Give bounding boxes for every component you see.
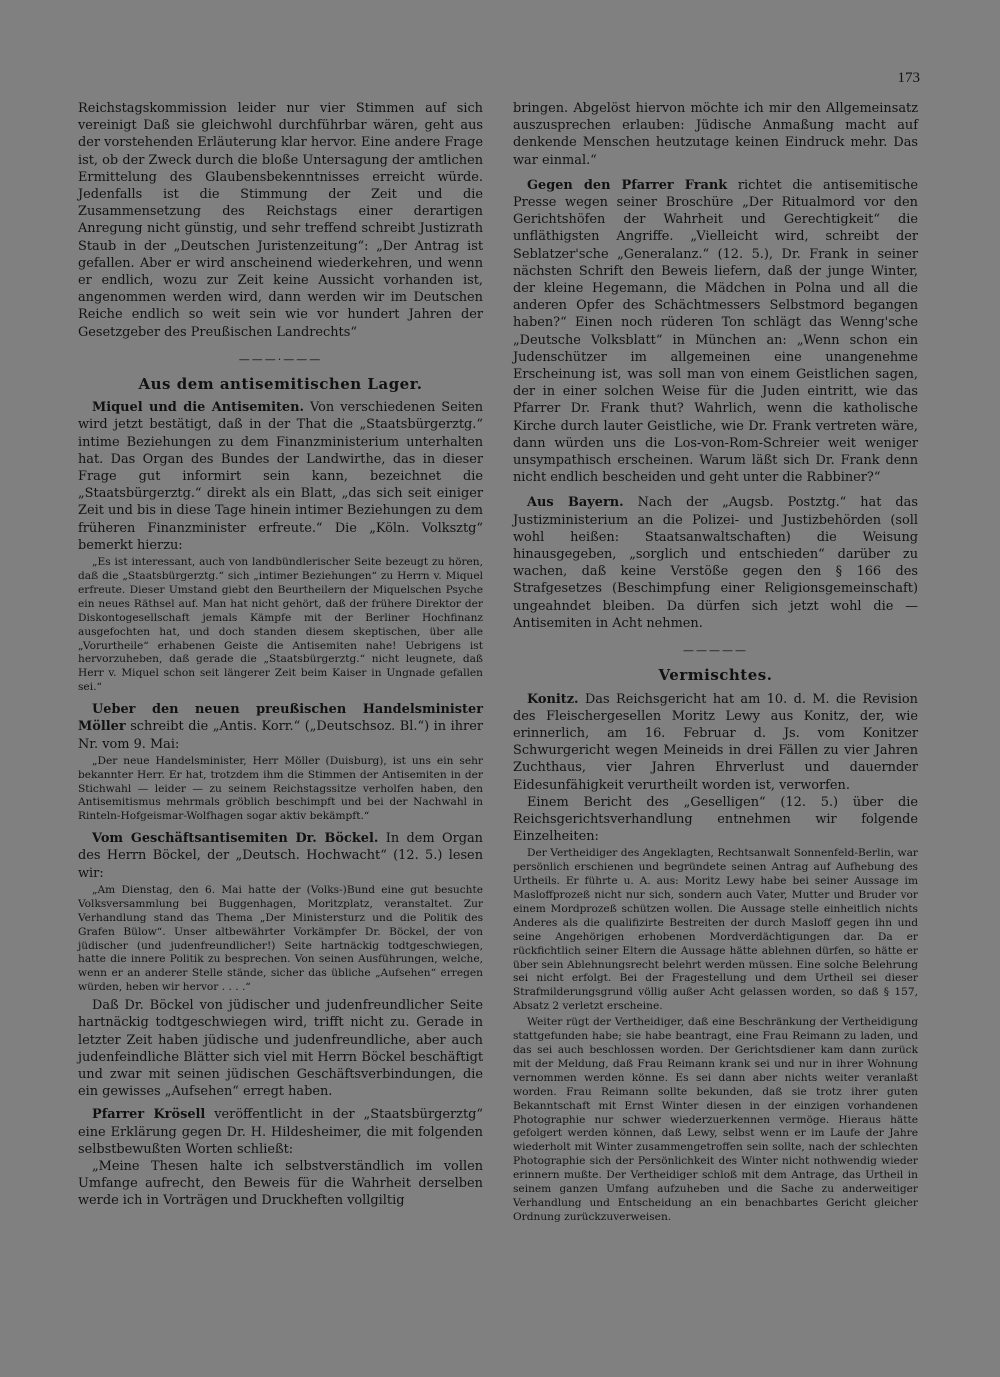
moeller-text: schreibt die „Antis. Korr.“ („Deutschsoz. Bl.“) in ihrer Nr. vom 9. Mai: [78,719,483,752]
miquel-heading: Miquel und die Antisemiten. [92,400,304,416]
konitz-text: Das Reichsgericht hat am 10. d. M. die Revision des Fleischergesellen Moritz Lewy aus Konitz, der, wie erinnerlich, am 16. Februar d. Js. vom Konitzer Schwurgericht wegen Meineids in drei Fällen zu vier Jahren Zuchthaus, vier Jahren Ehrverlust und dauernder Eidesunfähigkeit verurtheilt worden ist, verworfen. [513,691,918,793]
continuation-paragraph: bringen. Abgelöst hiervon möchte ich mir den Allgemeinsatz auszusprechen erlauben: Jüdische Anmaßung macht auf denkende Menschen heutzutage keinen Eindruck mehr. Das war einmal.“ [513,101,918,168]
intro-paragraph: Reichstagskommission leider nur vier Stimmen auf sich vereinigt Daß sie gleichwohl durchführbar wären, geht aus der vorstehenden Erläuterung klar hervor. Eine andere Frage ist, ob der Zweck durch die bloße Untersagung der amtlichen Ermittelung des Glaubensbekenntnisses erreicht würde. Jedenfalls ist die Stimmung der Zeit und die Zusammensetzung des Reichstags einer derartigen Anregung nicht günstig, und sehr treffend schreibt Justizrath Staub in der „Deutschen Juristenzeitung“: „Der Antrag ist gefallen. Aber er wird anscheinend wiederkehren, und wenn er endlich, wozu zur Zeit keine Aussicht vorhanden ist, angenommen werden wird, dann werden wir im Deutschen Reiche endlich so weit sein wie vor hundert Jahren der Gesetzgeber des Preußischen Landrechts“ [78,101,483,340]
konitz-quote-2: Weiter rügt der Vertheidiger, daß eine Beschränkung der Vertheidigung stattgefunden habe; sie habe beantragt, eine Frau Reimann zu laden, und das sei auch beschlossen worden. Der Gerichtsdiener kam dann zurück mit der Meldung, daß Frau Reimann krank sei und nur in ihrer Wohnung vernommen werden könne. Es sei dann aber nichts weiter veranlaßt worden. Frau Reimann sollte bekunden, daß sie trotz ihrer guten Bekanntschaft mit Ernst Winter diesen in der einzigen vorhandenen Photographie nur schwer wiederzuerkennen vermöge. Hieraus hätte gefolgert werden können, daß Lewy, selbst wenn er im Laufe der Jahre wiederholt mit Winter zusammengetroffen sein sollte, nach der schlechten Photographie sich der Persönlichkeit des Winter nicht nothwendig wieder erinnern mußte. Der Vertheidiger schloß mit dem Antrage, das Urtheil in seinem ganzen Umfang aufzuheben und die Sache zu anderweitiger Verhandlung und Entscheidung an ein benachbartes Gericht gleicher Ordnung zurückzuverweisen. [513,1016,918,1223]
miquel-text: Von verschiedenen Seiten wird jetzt bestätigt, daß in der That die „Staatsbürgerztg.“ intime Beziehungen zu dem Finanzministerium unterhalten hat. Das Organ des Bundes der Landwirthe, das in dieser Frage gut informirt sein kann, bezeichnet die „Staatsbürgerztg.“ direkt als ein Blatt, „das sich seit einiger Zeit und bis in diese Tage hinein intimer Beziehungen zu dem früheren Finanzminister erfreute.“ Die „Köln. Volksztg“ bemerkt hierzu: [78,400,484,553]
moeller-quote: „Der neue Handelsminister, Herr Möller (Duisburg), ist uns ein sehr bekannter Herr. Er hat, trotzdem ihm die Stimmen der Antisemiten in der Stichwahl — leider — zu seinem Reichstagssitze verholfen haben, den Antisemitismus mehrmals gröblich beschimpft und bei der Nachwahl in Rinteln-Hofgeismar-Wolfhagen sogar aktiv bekämpft.“ [78,754,483,823]
kroesell-heading: Pfarrer Krösell [92,1107,206,1123]
boeckel-heading: Vom Geschäftsantisemiten Dr. Böckel. [92,831,379,847]
frank-text: richtet die antisemitische Presse wegen seiner Broschüre „Der Ritualmord vor den Gerichtshöfen der Wahrheit und Gerechtigkeit“ die unfläthigsten Angriffe. „Vielleicht wird, schreibt der Seblatzer'sche „Generalanz.“ (12. 5.), Dr. Frank in seiner nächsten Schrift den Beweis liefern, daß der junge Winter, der kleine Hegemann, die Mädchen in Polna und all die anderen Opfer des Schächtmessers Selbstmord begangen haben?“ Einen noch rüderen Ton schlägt das Wenng'sche „Deutsche Volksblatt“ in München an: „Wenn schon ein Judenschützer im allgemeinen eine unangenehme Erscheinung ist, was soll man von einem Geistlichen sagen, der in einer solchen Weise für die Juden eintritt, wie das Pfarrer Dr. Frank thut? Wahrlich, wenn die katholische Kirche durch lauter Geistliche, wie Dr. Frank vertreten wäre, dann würden uns die Los-von-Rom-Schreier weit weniger unsympathisch erscheinen. Warum läßt sich Dr. Frank denn nicht endlich bescheiden und geht unter die Rabbiner?“ [513,177,918,486]
frank-paragraph [513,177,918,487]
boeckel-quote: „Am Dienstag, den 6. Mai hatte der (Volks-)Bund eine gut besuchte Volksversammlung bei Buggenhagen, Moritzplatz, veranstaltet. Zur Verhandlung stand das Thema „Der Ministersturz und die Politik des Grafen Bülow“. Unser altbewährter Vorkämpfer Dr. Böckel, der von jüdischer (und judenfreundlicher!) Seite hartnäckig todtgeschwiegen, hatte die innere Politik zu besprechen. Von seinen Ausführungen, welche, wenn er an anderer Stelle stände, sicher das übliche „Aufsehen“ erregen würden, heben wir hervor . . . .“ [78,883,483,994]
frank-heading: Gegen den Pfarrer Frank [527,177,728,193]
kroesell-text: veröffentlicht in der „Staatsbürgerztg“ eine Erklärung gegen Dr. H. Hildesheimer, die mit folgenden selbstbewußten Worten schließt: [78,1107,483,1157]
page-number: 173 [897,70,920,86]
right-column [513,100,918,1227]
separator: ———·——— [238,352,323,366]
kroesell-quote: „Meine Thesen halte ich selbstverständlich im vollen Umfange aufrecht, den Beweis für die Wahrheit derselben werde ich in Vorträgen und Druckheften vollgiltig [78,1158,483,1209]
miquel-quote: „Es ist interessant, auch von landbündlerischer Seite bezeugt zu hören, daß die „Staatsbürgerztg.“ sich „intimer Beziehungen“ zu Herrn v. Miquel erfreute. Dieser Umstand giebt den Beurtheilern der Miquelschen Psyche ein neues Räthsel auf. Man hat nicht gehört, daß der frühere Direktor der Diskontogesellschaft jemals Kämpfe mit der Berliner Hochfinanz ausgefochten hat, und doch standen diesem skeptischen, über alle „Vorurtheile“ erhabenen Geiste die Antisemiten nahe! Uebrigens ist hervorzuheben, daß gerade die „Staatsbürgerztg.“ nicht leugnete, daß Herr v. Miquel schon seit längerer Zeit beim Kaiser in Ungnade gefallen sei.“ [78,556,483,694]
separator-2: ————— [683,644,748,658]
konitz-quote-1: Der Vertheidiger des Angeklagten, Rechtsanwalt Sonnenfeld-Berlin, war persönlich erschienen und begründete seinen Antrag auf Aufhebung des Urtheils. Er führte u. A. aus: Moritz Lewy habe bei seiner Aussage im Masloffprozeß nicht nur sich, sondern auch Vater, Mutter und Bruder vor einem Mordprozeß schützen wollen. Die Aussage stelle einheitlich nichts Anderes als die qualifizirte Bestreiten der durch Masloff gegen ihn und seine Angehörigen erhobenen Mordverdächtigungen dar. Da er rückfichtlich seiner Eltern die Aussage hätte ablehnen dürfen, so hätte er über sein Ablehnungsrecht belehrt werden müssen. Eine solche Belehrung sei nicht erfolgt. Bei der Fragestellung und dem Urtheil sei dieser Strafmilderungsgrund völlig außer Acht gelassen worden, so daß § 157, Absatz 2 verletzt erscheine. [513,847,918,1013]
konitz-heading: Konitz. [527,691,579,707]
konitz-paragraph-2: Einem Bericht des „Geselligen“ (12. 5.) über die Reichsgerichtsverhandlung entnehmen wir folgende Einzelheiten: [513,794,918,845]
moeller-heading: Ueber den neuen preußischen Handelsminister Möller [78,702,483,735]
bayern-heading: Aus Bayern. [527,495,624,511]
left-column [78,100,483,1210]
boeckel-paragraph-2: Daß Dr. Böckel von jüdischer und judenfreundlicher Seite hartnäckig todtgeschwiegen wird, trifft nicht zu. Gerade in letzter Zeit haben jüdische und judenfreundliche, aber auch judenfeindliche Blätter sich viel mit Herrn Böckel beschäftigt und zwar mit seinen jüdischen Geschäftsverbindungen, die ein gewisses „Aufsehen“ erregt haben. [78,998,483,1100]
bayern-text: Nach der „Augsb. Postztg.“ hat das Justizministerium an die Polizei- und Justizbehörden (soll wohl heißen: Staatsanwaltschaften) die Weisung hinausgegeben, „sorglich und entschieden“ darüber zu wachen, daß keine Verstöße gegen den § 166 des Strafgesetzes (Beschimpfung einer Religionsgemeinschaft) ungeahndet bleiben. Da dürfen sich jetzt wohl die — Antisemiten in Acht nehmen. [513,495,918,631]
section-title-miscellaneous: Vermischtes. [658,666,773,685]
boeckel-paragraph [78,830,483,882]
kroesell-paragraph [78,1106,483,1158]
boeckel-text: In dem Organ des Herrn Böckel, der „Deutsch. Hochwacht“ (12. 5.) lesen wir: [78,831,483,881]
section-title-antisemitic-camp: Aus dem antisemitischen Lager. [138,375,423,394]
bayern-paragraph [513,494,918,632]
moeller-paragraph [78,701,483,753]
konitz-paragraph [513,691,918,794]
miquel-paragraph [78,399,483,554]
